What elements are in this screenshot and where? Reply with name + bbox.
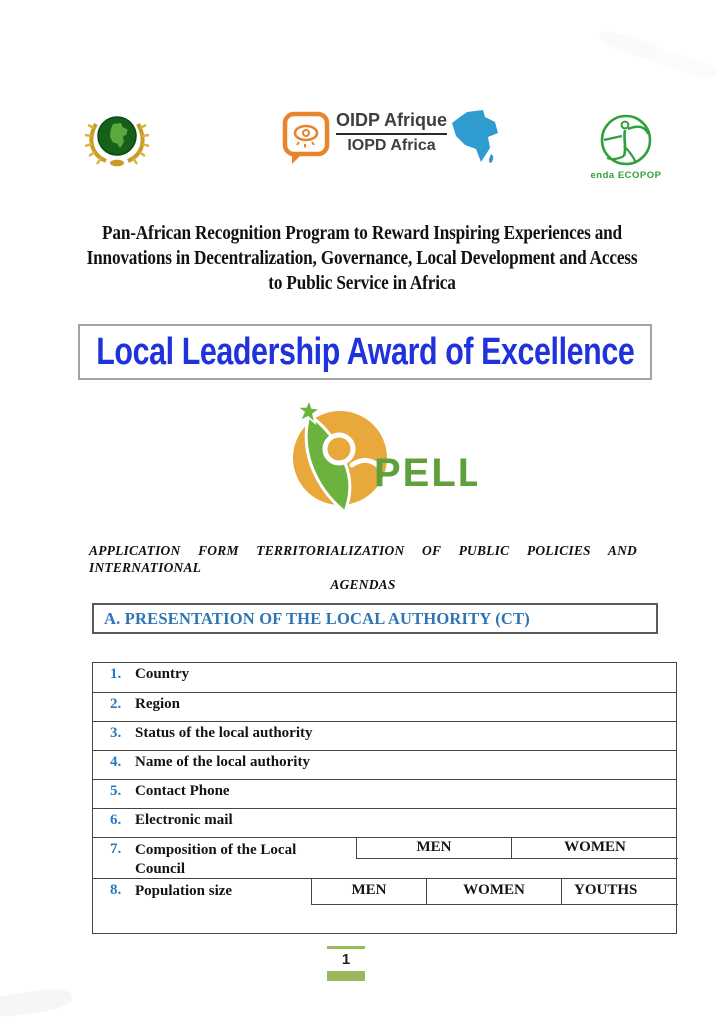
population-men-column [311, 879, 426, 905]
row-label: Name of the local authority [135, 754, 310, 770]
award-banner-title: Local Leadership Award of Excellence [95, 330, 635, 373]
african-union-emblem-icon [84, 108, 150, 168]
table-row [93, 808, 676, 837]
row-number: 8. [110, 882, 122, 898]
application-heading [89, 542, 637, 593]
row-number: 6. [110, 812, 122, 828]
population-youths-header: YOUTHS [562, 879, 678, 905]
enda-ecopop-logo [588, 112, 664, 181]
council-women-column [511, 838, 678, 859]
row-number: 2. [110, 696, 122, 712]
table-row-population [93, 878, 676, 933]
row-label: Status of the local authority [135, 725, 313, 741]
row-label: Country [135, 666, 190, 682]
row-label-cell [93, 838, 356, 879]
table-row [93, 779, 676, 808]
oidp-line1: OIDP Afrique [336, 110, 448, 130]
application-heading-line2: AGENDAS [330, 577, 396, 592]
oidp-logo [282, 110, 499, 172]
pell-logo-icon [292, 396, 477, 516]
program-title-line3: to Public Service in Africa [268, 272, 456, 294]
table-row [93, 750, 676, 779]
table-row-composition [93, 837, 676, 878]
pell-logo [292, 396, 477, 521]
program-title-line1: Pan-African Recognition Program to Reward Inspiring Experiences and [102, 222, 622, 244]
population-men-header: MEN [312, 879, 426, 905]
row-label-cell [93, 879, 311, 901]
program-title-line2: Innovations in Decentralization, Governance, Local Development and Access [86, 247, 638, 269]
row-label: Electronic mail [135, 812, 233, 828]
scan-smudge [0, 986, 73, 1020]
page-number: 1 [341, 951, 351, 968]
row-number: 7. [110, 841, 122, 857]
table-row [93, 663, 676, 692]
oidp-divider [336, 133, 447, 135]
row-label: Population size [135, 883, 233, 899]
section-a-title: A. PRESENTATION OF THE LOCAL AUTHORITY (CT) [104, 608, 530, 628]
row-number: 1. [110, 666, 122, 682]
application-heading-line1: APPLICATION FORM TERRITORIALIZATION OF PUBLIC POLICIES AND INTERNATIONAL [89, 543, 637, 575]
row-label: Region [135, 696, 180, 712]
row-label: Composition of the Local Council [135, 842, 297, 877]
row-number: 3. [110, 725, 122, 741]
row-label: Contact Phone [135, 783, 230, 799]
oidp-wordmark [336, 110, 447, 155]
council-men-header: MEN [357, 838, 511, 859]
award-banner [78, 324, 652, 380]
row-number: 5. [110, 783, 122, 799]
row-number: 4. [110, 754, 122, 770]
footer-top-rule [327, 946, 365, 949]
pell-wordmark: PELL [374, 451, 477, 495]
council-women-header: WOMEN [512, 838, 678, 859]
scan-smudge [647, 47, 719, 81]
population-women-header: WOMEN [427, 879, 561, 905]
oidp-line2: IOPD Africa [347, 137, 436, 154]
speech-bubble-eye-icon [282, 110, 330, 168]
enda-ecopop-icon [596, 112, 656, 168]
council-men-column [356, 838, 511, 859]
table-row [93, 721, 676, 750]
population-youths-column [561, 879, 678, 905]
africa-map-icon [451, 110, 499, 172]
enda-ecopop-caption: enda ECOPOP [590, 170, 662, 181]
page-footer [326, 946, 366, 981]
section-a-header [92, 603, 658, 634]
footer-bottom-bar [327, 971, 365, 981]
program-title [78, 221, 646, 296]
table-row [93, 692, 676, 721]
african-union-logo [84, 108, 150, 173]
population-women-column [426, 879, 561, 905]
presentation-table [92, 662, 677, 934]
